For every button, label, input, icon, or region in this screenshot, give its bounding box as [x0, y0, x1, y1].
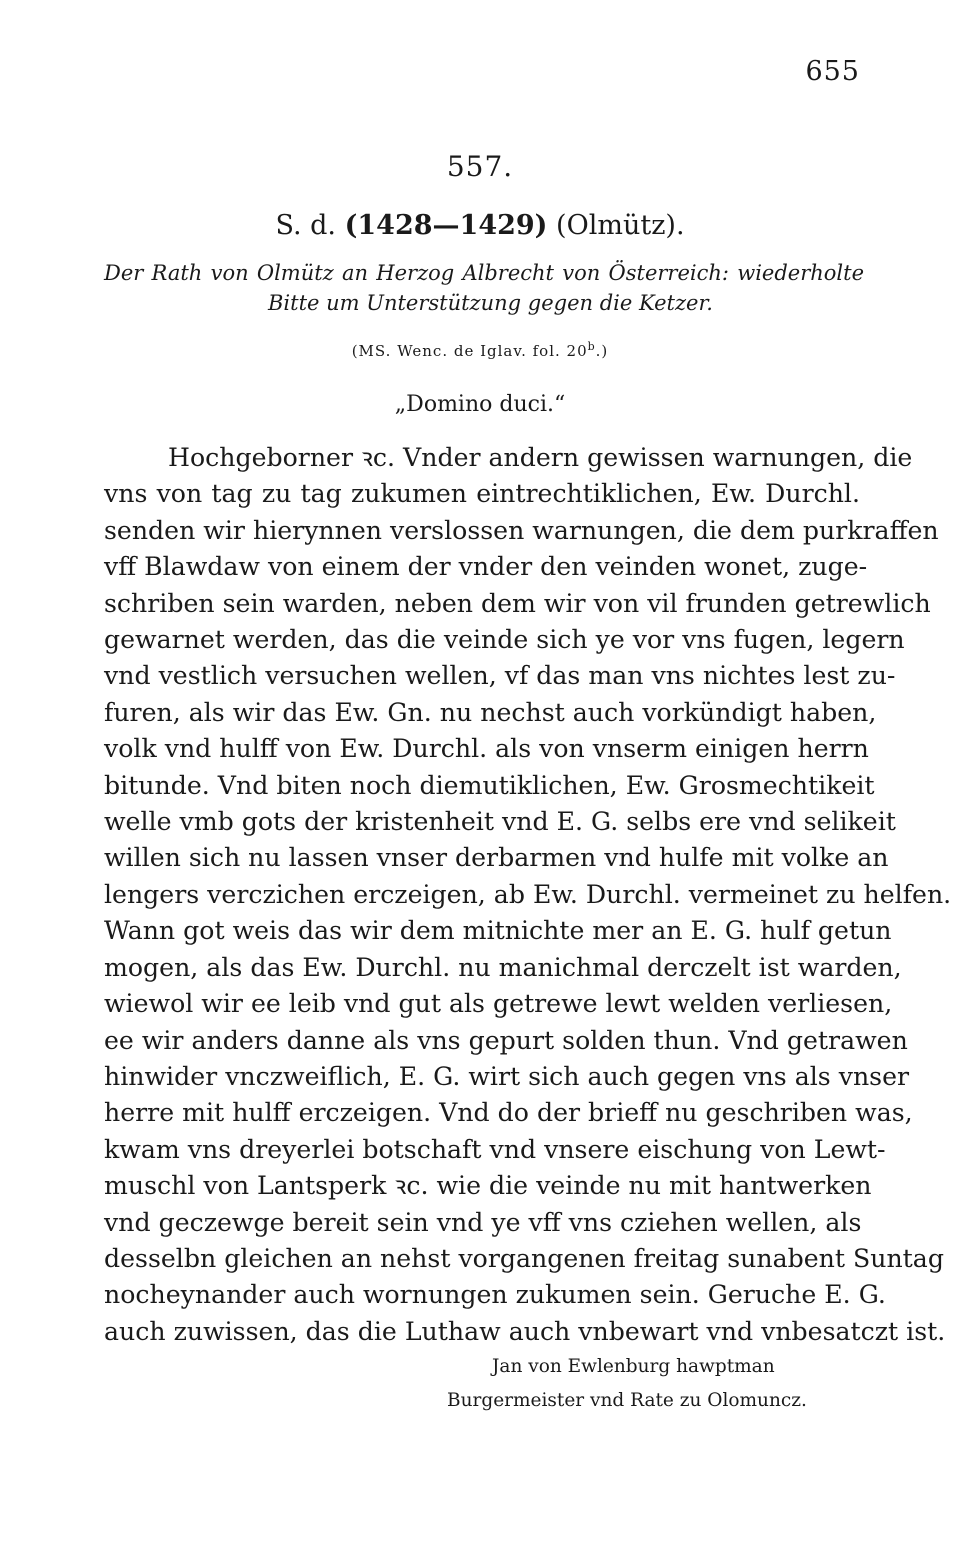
date-place: (Olmütz).: [556, 210, 685, 241]
body-line: volk vnd hulff von Ew. Durchl. als von vnserm einigen herrn: [104, 734, 869, 764]
body-line: herre mit hulff erczeigen. Vnd do der brieff nu geschriben was,: [104, 1098, 913, 1128]
body-line: lengers verczichen erczeigen, ab Ew. Durchl. vermeinet zu helfen.: [104, 879, 952, 909]
body-line: vns von tag zu tag zukumen eintrechtiklichen, Ew. Durchl.: [104, 479, 860, 509]
source-superscript: b: [587, 340, 596, 353]
body-line: vff Blawdaw von einem der vnder den veinden wonet, zuge-: [104, 552, 868, 582]
body-line: mogen, als das Ew. Durchl. nu manichmal derczelt ist warden,: [104, 952, 902, 982]
body-line: muschl von Lantsperk ꝛc. wie die veinde nu mit hantwerken: [104, 1171, 872, 1201]
summary-line-2: Bitte um Unterstützung gegen die Ketzer.: [268, 291, 713, 315]
body-line: senden wir hierynnen verslossen warnungen, die dem purkraffen: [104, 515, 939, 545]
body-line: Wann got weis das wir dem mitnichte mer an E. G. hulf getun: [104, 916, 892, 946]
source-text: (MS. Wenc. de Iglav. fol. 20: [351, 342, 588, 360]
body-line: kwam vns dreyerlei botschaft vnd vnsere eischung von Lewt-: [104, 1134, 886, 1164]
body-line: desselbn gleichen an nehst vorgangenen freitag sunabent Suntag: [104, 1243, 944, 1273]
body-line: bitunde. Vnd biten noch diemutiklichen, Ew. Grosmechtikeit: [104, 770, 875, 800]
date-years: (1428—1429): [344, 210, 548, 241]
body-line: vnd geczewge bereit sein vnd ye vff vns cziehen wellen, als: [104, 1207, 862, 1237]
body-line: wiewol wir ee leib vnd gut als getrewe lewt welden verliesen,: [104, 989, 893, 1019]
signature-block: [0, 1350, 960, 1418]
source-close: .): [595, 342, 609, 360]
page-number: 655: [805, 56, 860, 87]
body-line: furen, als wir das Ew. Gn. nu nechst auch vorkündigt haben,: [104, 697, 877, 727]
signature-line-2: Burgermeister vnd Rate zu Olomuncz.: [447, 1390, 807, 1411]
body-line: willen sich nu lassen vnser derbarmen vnd hulfe mit volke an: [104, 843, 889, 873]
document-summary: [104, 258, 864, 318]
body-line: hinwider vnczweiflich, E. G. wirt sich auch gegen vns als vnser: [104, 1061, 910, 1091]
document-number: 557.: [446, 150, 514, 183]
body-line: schriben sein warden, neben dem wir von vil frunden getrewlich: [104, 588, 931, 618]
summary-line-1: Der Rath von Olmütz an Herzog Albrecht von Österreich: wiederholte: [104, 261, 864, 285]
date-line: [0, 210, 960, 241]
body-line: welle vmb gots der kristenheit vnd E. G. selbs ere vnd selikeit: [104, 807, 896, 837]
body-line: Hochgeborner ꝛc. Vnder andern gewissen warnungen, die: [168, 443, 913, 472]
letter-body: [104, 440, 952, 1350]
body-line: nocheynander auch wornungen zukumen sein. Geruche E. G.: [104, 1280, 886, 1310]
body-line: vnd vestlich versuchen wellen, vf das man vns nichtes lest zu-: [104, 661, 896, 691]
body-line: auch zuwissen, das die Luthaw auch vnbewart vnd vnbesatczt ist.: [104, 1316, 946, 1346]
salutation: „Domino duci.“: [394, 392, 566, 417]
body-line: gewarnet werden, das die veinde sich ye vor vns fugen, legern: [104, 625, 905, 655]
date-prefix: S. d.: [275, 210, 337, 241]
signature-line-1: Jan von Ewlenburg hawptman: [492, 1356, 775, 1377]
source-citation: [0, 340, 960, 360]
body-line: ee wir anders danne als vns gepurt solden thun. Vnd getrawen: [104, 1025, 908, 1055]
